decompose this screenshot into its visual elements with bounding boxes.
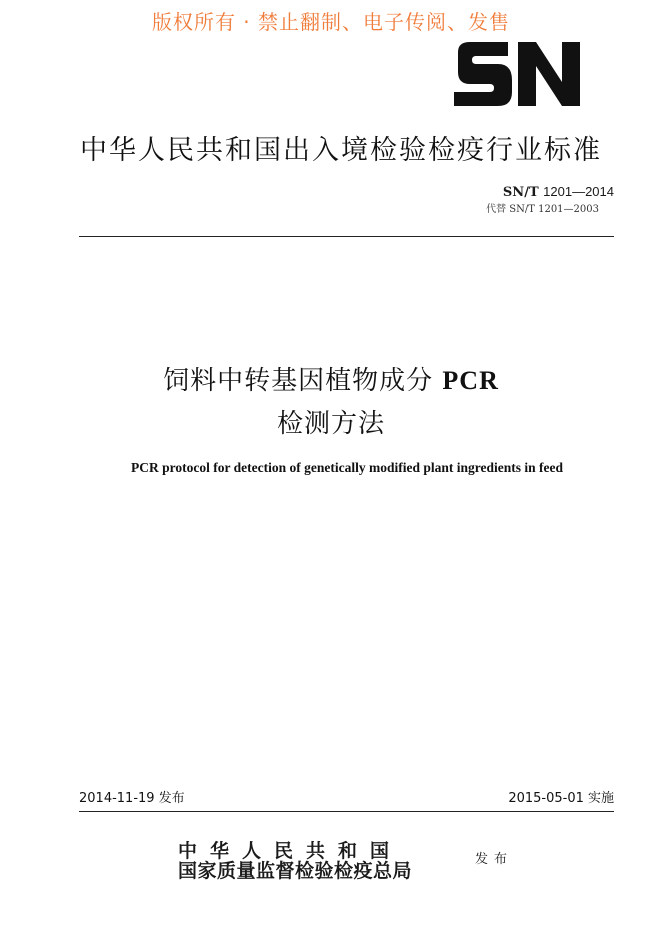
standard-code-number: 1201—2014: [543, 184, 614, 199]
issued-label: 发布: [475, 852, 514, 867]
standard-code-prefix: SN/T: [502, 185, 539, 200]
document-title-en: PCR protocol for detection of genetically modified plant ingredients in feed: [131, 460, 563, 475]
document-title-cn-line2: 检测方法: [276, 409, 385, 439]
replaces-standard: 代替 SN/T 1201—2003: [486, 204, 599, 215]
standard-code: [503, 184, 614, 200]
copyright-watermark: 版权所有 · 禁止翻制、电子传阅、发售: [151, 10, 511, 34]
issue-date: 2014-11-19 发布: [79, 791, 185, 806]
header-divider: [79, 236, 614, 237]
industry-standard-title: 中华人民共和国出入境检验检疫行业标准: [80, 135, 602, 166]
document-title-cn-line1: [0, 360, 662, 397]
sn-logo: [452, 40, 582, 108]
title-cn-latin: PCR: [442, 366, 499, 395]
implementation-date: 2015-05-01 实施: [508, 791, 614, 806]
title-cn-text: 饲料中转基因植物成分: [163, 366, 434, 396]
footer-divider: [79, 811, 614, 812]
sn-logo-graphic: [452, 40, 582, 108]
issuer-country: 中华人民共和国: [178, 840, 403, 862]
issuer-agency: 国家质量监督检验检疫总局: [178, 860, 413, 882]
